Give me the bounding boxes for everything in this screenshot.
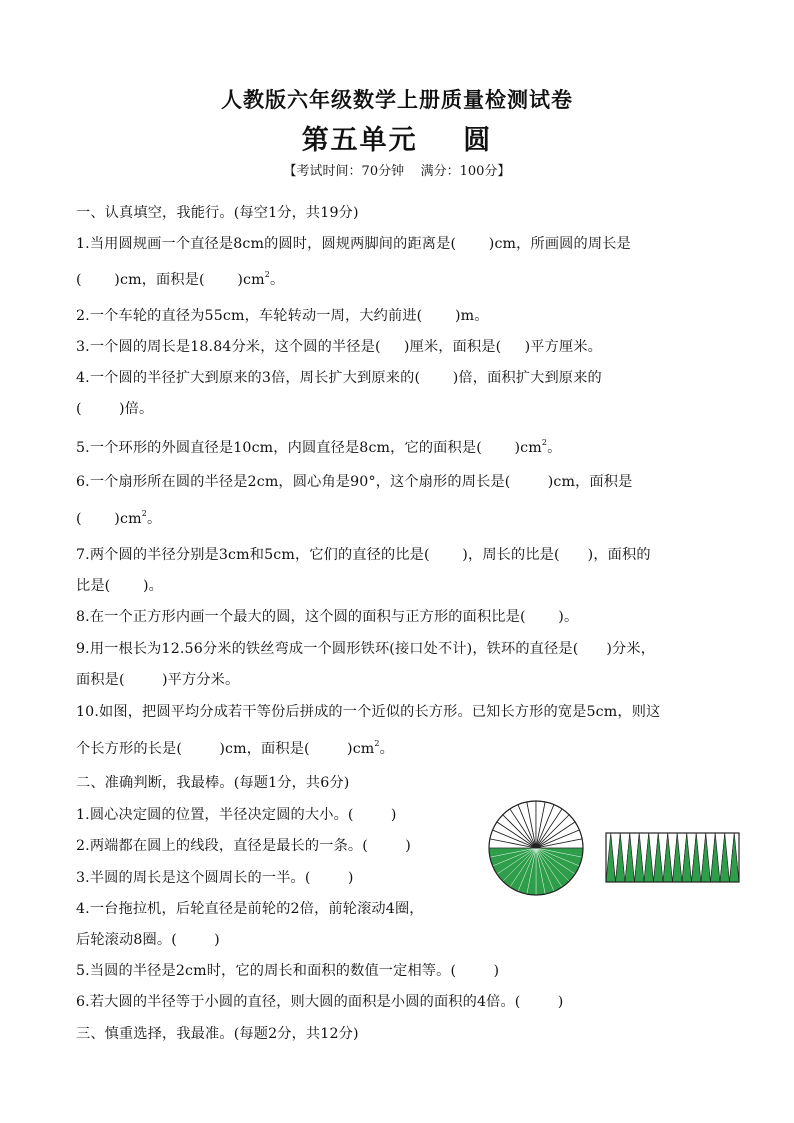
s1-q9-line1: 9.用一根长为12.56分米的铁丝弯成一个圆形铁环(接口处不计)，铁环的直径是( )分米， [76, 641, 656, 657]
s1-q9-line2: 面积是( )平方分米。 [76, 672, 240, 688]
s1-q1-line1: 1.当用圆规画一个直径是8cm的圆时，圆规两脚间的距离是( )cm，所画圆的周长是 [76, 236, 631, 252]
exam-info: 【考试时间：70分钟 满分：100分】 [283, 164, 511, 179]
section1-heading: 一、认真填空，我能行。(每空1分，共19分) [76, 205, 359, 221]
s1-q6-line1: 6.一个扇形所在圆的半径是2cm，圆心角是90°，这个扇形的周长是( )cm，面积是 [76, 474, 633, 490]
s1-q10-line2 [76, 740, 394, 758]
s1-q5-end: 。 [547, 440, 562, 456]
circle-rectangle-figure [486, 796, 746, 906]
exam-title: 人教版六年级数学上册质量检测试卷 [221, 87, 573, 112]
s1-q1-text: ( )cm，面积是( )cm [76, 272, 265, 288]
s2-q4-line2: 后轮滚动8圈。( ) [76, 932, 220, 948]
s1-q5-sup: 2 [541, 438, 548, 447]
s1-q10-end: 。 [379, 741, 395, 757]
s1-q7-line1: 7.两个圆的半径分别是3cm和5cm，它们的直径的比是( )，周长的比是( )，面积的 [76, 547, 651, 563]
s1-q10-text: 个长方形的长是( )cm，面积是( )cm [76, 741, 375, 757]
s1-q5 [76, 439, 561, 457]
s2-q4-line1: 4.一台拖拉机，后轮直径是前轮的2倍，前轮滚动4圈， [76, 901, 424, 917]
divided-circle [489, 801, 583, 895]
s1-q1-sup: 2 [264, 270, 270, 279]
s2-q2: 2.两端都在圆上的线段，直径是最长的一条。( ) [76, 838, 411, 854]
s1-q10-line1: 10.如图，把圆平均分成若干等份后拼成的一个近似的长方形。已知长方形的宽是5cm，则这 [76, 704, 661, 720]
section2-heading: 二、准确判断，我最棒。(每题1分，共6分) [76, 775, 350, 791]
s1-q6-sup: 2 [141, 509, 147, 518]
s1-q5-text: 5.一个环形的外圆直径是10cm，内圆直径是8cm，它的面积是( )cm [76, 440, 542, 456]
s1-q3: 3.一个圆的周长是18.84分米，这个圆的半径是( )厘米，面积是( )平方厘米。 [76, 339, 602, 355]
s1-q1-line2 [76, 271, 284, 289]
approximate-rectangle [606, 833, 739, 882]
s1-q1-end: 。 [269, 272, 285, 288]
s1-q2: 2.一个车轮的直径为55cm，车轮转动一周，大约前进( )m。 [76, 308, 489, 324]
section3-heading: 三、慎重选择，我最准。(每题2分，共12分) [76, 1026, 359, 1042]
s2-q1: 1.圆心决定圆的位置，半径决定圆的大小。( ) [76, 807, 397, 823]
s2-q5: 5.当圆的半径是2cm时，它的周长和面积的数值一定相等。( ) [76, 963, 500, 979]
s1-q4-line1: 4.一个圆的半径扩大到原来的3倍，周长扩大到原来的( )倍，面积扩大到原来的 [76, 370, 602, 386]
s2-q6: 6.若大圆的半径等于小圆的直径，则大圆的面积是小圆的面积的4倍。( ) [76, 994, 564, 1010]
s1-q4-line2: ( )倍。 [76, 401, 154, 417]
s1-q10-sup: 2 [374, 739, 380, 748]
s1-q8: 8.在一个正方形内画一个最大的圆，这个圆的面积与正方形的面积比是( )。 [76, 609, 579, 625]
s1-q6-end: 。 [146, 511, 162, 527]
unit-title: 第五单元 圆 [301, 125, 493, 156]
s1-q7-line2: 比是( )。 [76, 578, 164, 594]
s1-q6-text: ( )cm [76, 511, 142, 527]
s1-q6-line2 [76, 510, 161, 528]
s2-q3: 3.半圆的周长是这个圆周长的一半。( ) [76, 870, 354, 886]
